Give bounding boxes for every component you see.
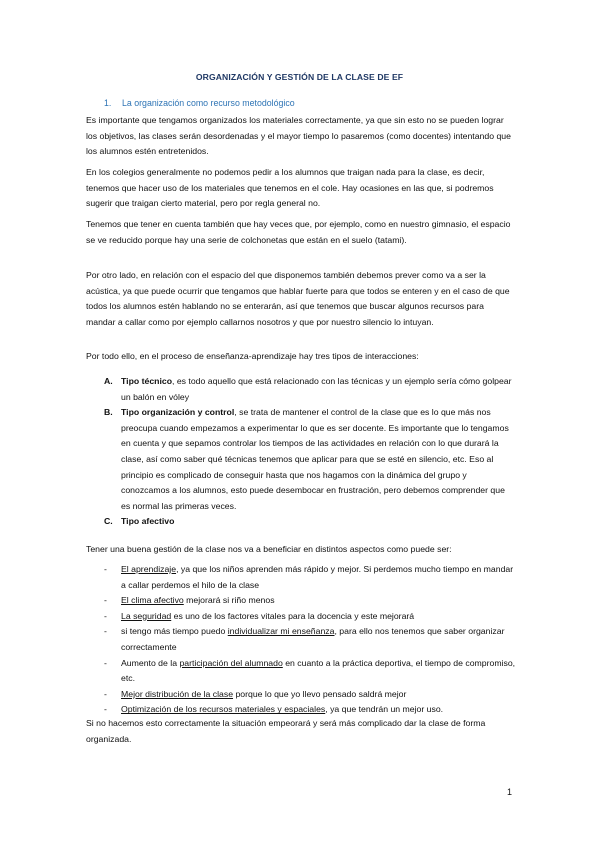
- list-marker: C.: [104, 516, 113, 527]
- paragraph-4: [86, 268, 514, 330]
- list-underlined-term: individualizar mi enseñanza: [227, 626, 335, 637]
- list-item: [104, 624, 516, 655]
- list-text-post: porque lo que yo llevo pensado saldrá mejor: [233, 688, 407, 699]
- paragraph-7: [86, 716, 514, 747]
- section-number: 1.: [104, 98, 112, 108]
- list-text-post: , ya que los niños aprenden más rápido y mejor. Si perdemos mucho tiempo en mandar a callar perdemos el hilo de la clase: [121, 564, 514, 590]
- list-marker: -: [104, 610, 107, 621]
- list-item: [104, 687, 516, 703]
- list-term: Tipo afectivo: [121, 516, 175, 527]
- list-underlined-term: El aprendizaje: [121, 564, 177, 574]
- list-marker: -: [104, 564, 107, 574]
- list-text-post: , para ello nos tenemos que saber organizar correctamente: [121, 626, 505, 652]
- section-heading: [104, 98, 295, 108]
- list-underlined-term: El clima afectivo: [121, 595, 184, 606]
- list-item: [104, 656, 516, 687]
- list-item: [104, 593, 516, 609]
- list-underlined-term: Mejor distribución de la clase: [121, 688, 234, 699]
- list-underlined-term: participación del alumnado: [179, 657, 283, 668]
- paragraph-text: Por todo ello, en el proceso de enseñanza-aprendizaje hay tres tipos de interacciones:: [86, 351, 419, 361]
- list-underlined-term: Optimización de los recursos materiales y espaciales: [121, 704, 326, 715]
- paragraph-text: En los colegios generalmente no podemos pedir a los alumnos que traigan nada para la clase, es decir, tenemos que hacer uso de los materiales que tenemos en el cole. Hay ocasiones en las que, si podremos sugerir que traigan cierto material, pero por regla general no.: [86, 167, 494, 209]
- list-item: [104, 609, 516, 625]
- paragraph-text: Es importante que tengamos organizados los materiales correctamente, ya que sin esto no se pueden lograr los objetivos, las clases serán desordenadas y el mayor tiempo lo pasaremos (como docentes) intentando que los alumnos estén entretenidos.: [86, 115, 511, 157]
- list-text-post: en cuanto a la práctica deportiva, el tiempo de compromiso, etc.: [121, 657, 516, 684]
- list-text-post: mejorará si riño menos: [183, 595, 275, 606]
- list-item: [104, 562, 516, 593]
- list-term: Tipo técnico: [121, 376, 173, 386]
- list-underlined-term: La seguridad: [121, 610, 172, 621]
- list-marker: -: [104, 657, 107, 668]
- paragraph-1: [86, 113, 514, 160]
- list-marker: -: [104, 704, 107, 715]
- list-item: [104, 374, 516, 405]
- list-marker: A.: [104, 376, 113, 386]
- paragraph-3: [86, 217, 514, 248]
- benefits-list: [104, 562, 516, 718]
- paragraph-text: Por otro lado, en relación con el espacio del que disponemos también debemos prever como va a ser la acústica, ya que puede ocurrir que tengamos que hablar fuerte para que todos se enteren y en el caso de que todos los alumnos estén hablando no se enterarán, así que tenemos que buscar algunos recursos para mandar a callar como por ejemplo callarnos nosotros y que por nuestro silencio lo intuyan.: [86, 270, 510, 327]
- list-text: , es todo aquello que está relacionado con las técnicas y un ejemplo sería cómo golpear un balón en vóley: [121, 376, 512, 402]
- list-item: [104, 514, 516, 530]
- section-label: La organización como recurso metodológico: [122, 98, 295, 108]
- paragraph-text: Tenemos que tener en cuenta también que hay veces que, por ejemplo, como en nuestro gimnasio, el espacio se ve reducido porque hay una serie de colchonetas que están en el suelo (tatami).: [86, 219, 511, 245]
- interaction-list: [104, 374, 516, 530]
- list-marker: -: [104, 688, 107, 699]
- list-marker: -: [104, 626, 107, 637]
- list-text-pre: si tengo más tiempo puedo: [121, 626, 228, 637]
- page-number: 1: [507, 787, 513, 797]
- document-title: ORGANIZACIÓN Y GESTIÓN DE LA CLASE DE EF: [195, 72, 404, 82]
- paragraph-text: Tener una buena gestión de la clase nos va a beneficiar en distintos aspectos como puede ser:: [86, 544, 452, 554]
- paragraph-2: [86, 165, 514, 212]
- paragraph-6: [86, 542, 514, 558]
- list-text: , se trata de mantener el control de la clase que es lo que más nos preocupa cuando empezamos a experimentar lo que es ser docente. Es importante que lo tengamos en cuenta y que sepamos controlar los tiempos de las actividades en relación con lo que durará la clase, así como saber qué técnicas tenemos que aplicar para que se esté en silencio, etc. Eso al principio es complicado de conseguir hasta que nos hagamos con la dinámica del grupo y conozcamos a los alumnos, esto puede desembocar en frustración, pero debemos comprender que es normal las primeras veces.: [121, 407, 509, 511]
- list-item: [104, 405, 516, 514]
- list-marker: -: [104, 595, 107, 606]
- list-text-post: , ya que tendrán un mejor uso.: [325, 704, 444, 715]
- list-term: Tipo organización y control: [121, 407, 235, 418]
- list-marker: B.: [104, 407, 113, 418]
- list-text-pre: Aumento de la: [121, 657, 180, 668]
- list-text-post: es uno de los factores vitales para la docencia y este mejorará: [171, 610, 415, 621]
- paragraph-5: [86, 349, 514, 365]
- paragraph-text: Si no hacemos esto correctamente la situación empeorará y será más complicado dar la clase de forma organizada.: [86, 718, 486, 744]
